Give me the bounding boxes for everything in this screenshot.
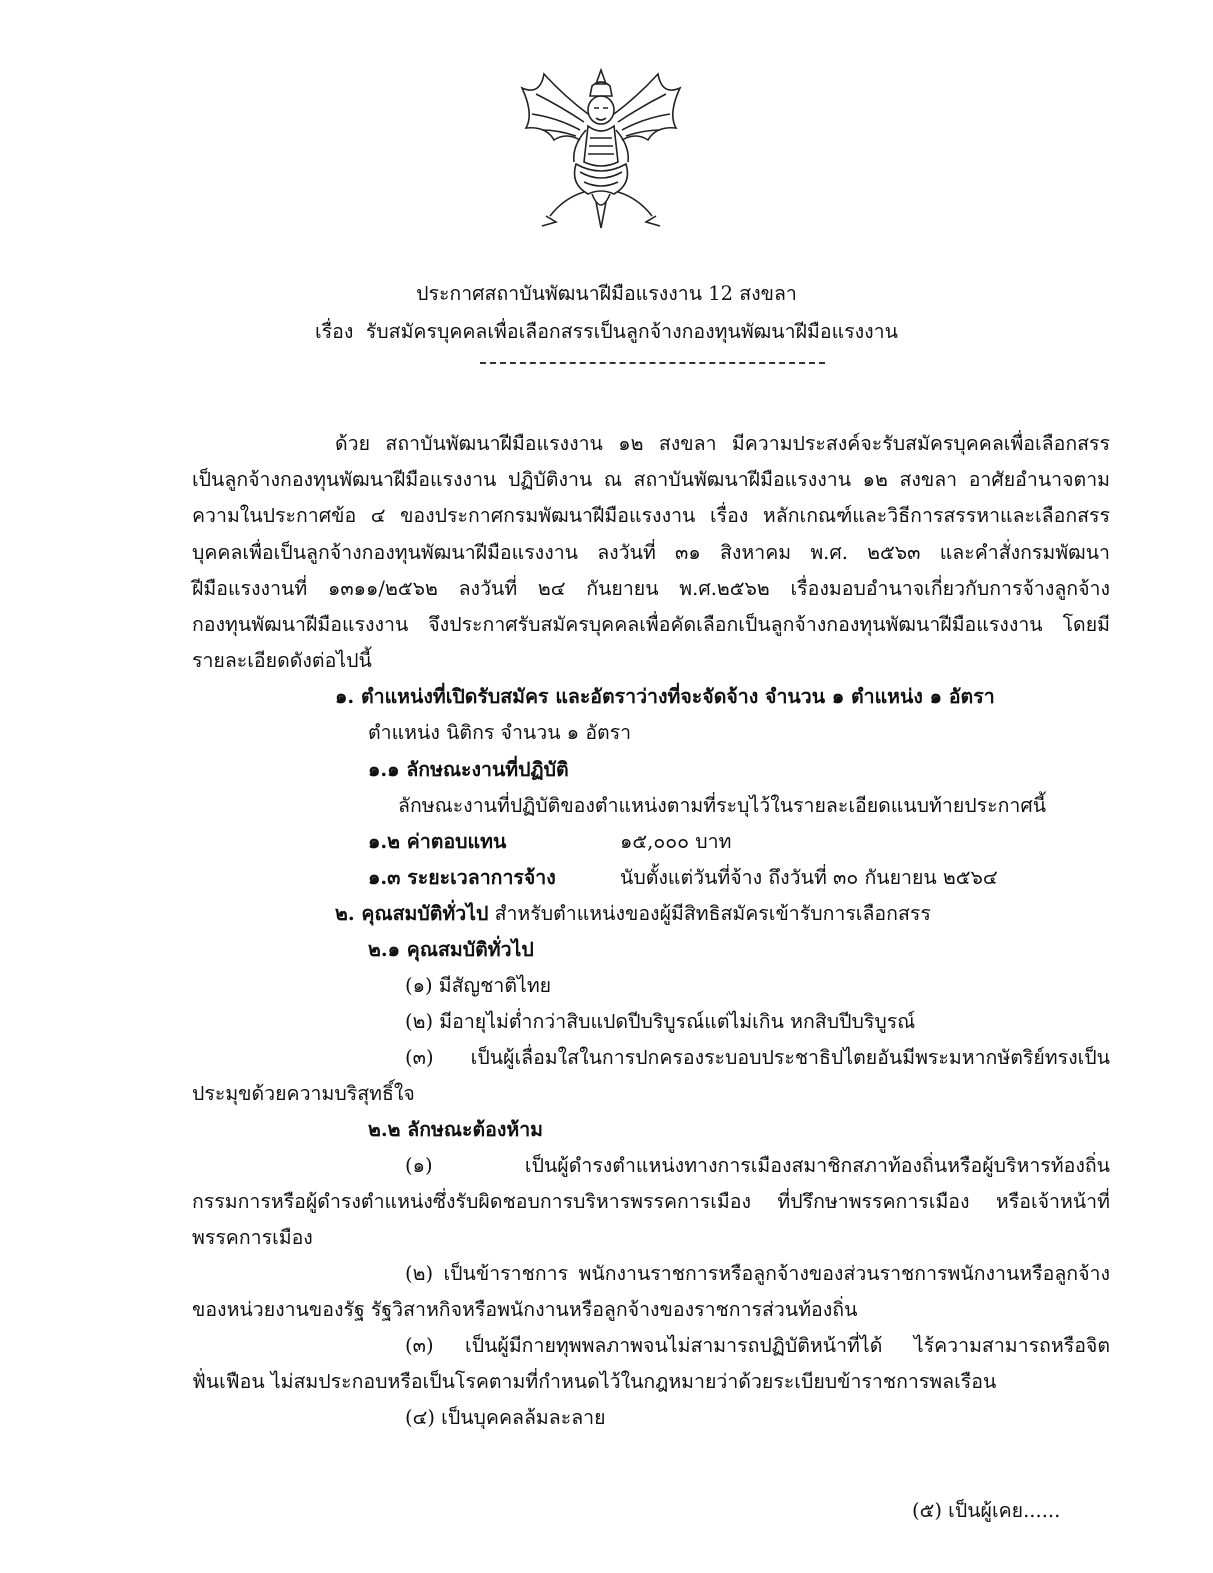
- section-2-heading-rest: สำหรับตำแหน่งของผู้มีสิทธิสมัครเข้ารับการเลือกสรร: [494, 902, 931, 925]
- section-2-heading: ๒. คุณสมบัติทั่วไป: [335, 902, 489, 925]
- section-2-1-item-1: (๑) มีสัญชาติไทย: [405, 974, 552, 997]
- section-2-2-line-2: กรรมการหรือผู้ดำรงตำแหน่งซึ่งรับผิดชอบการบริหารพรรคการเมือง ที่ปรึกษาพรรคการเมือง หรือเจ้าหน้าที่: [192, 1190, 1110, 1213]
- section-2-1-item-3: (๓) เป็นผู้เลื่อมใสในการปกครองระบอบประชาธิปไตยอันมีพระมหากษัตริย์ทรงเป็น: [405, 1046, 1110, 1069]
- section-2-1-item-3-cont: ประมุขด้วยความบริสุทธิ์ใจ: [192, 1082, 415, 1105]
- section-1-position: ตำแหน่ง นิติกร จำนวน ๑ อัตรา: [368, 721, 632, 744]
- section-2-1-heading: ๒.๑ คุณสมบัติทั่วไป: [368, 938, 534, 961]
- intro-line-2: เป็นลูกจ้างกองทุนพัฒนาฝีมือแรงงาน ปฏิบัติงาน ณ สถาบันพัฒนาฝีมือแรงงาน ๑๒ สงขลา อาศัยอำนาจตาม: [192, 468, 1110, 491]
- section-1-2-heading: ๑.๒ ค่าตอบแทน: [368, 830, 507, 853]
- title-separator: [480, 362, 825, 364]
- section-2-2-line-7: ฟั่นเฟือน ไม่สมประกอบหรือเป็นโรคตามที่กำหนดไว้ในกฎหมายว่าด้วยระเบียบข้าราชการพลเรือน: [192, 1370, 997, 1393]
- section-2-2-line-3: พรรคการเมือง: [192, 1226, 313, 1249]
- section-2-2-line-8: (๔) เป็นบุคคลล้มละลาย: [405, 1406, 606, 1429]
- section-1-heading: ๑. ตำแหน่งที่เปิดรับสมัคร และอัตราว่างที่จะจัดจ้าง จำนวน ๑ ตำแหน่ง ๑ อัตรา: [335, 685, 995, 708]
- intro-line-6: กองทุนพัฒนาฝีมือแรงงาน จึงประกาศรับสมัครบุคคลเพื่อคัดเลือกเป็นลูกจ้างกองทุนพัฒนาฝีมือแรงงาน โดยมี: [192, 613, 1110, 636]
- section-2-heading-line: [335, 898, 931, 929]
- page-continuation: (๕) เป็นผู้เคย......: [912, 1499, 1061, 1522]
- section-2-2-heading: ๒.๒ ลักษณะต้องห้าม: [368, 1118, 544, 1141]
- announcement-subject: [0, 316, 1213, 347]
- announcement-title: ประกาศสถาบันพัฒนาฝีมือแรงงาน 12 สงขลา: [416, 282, 797, 305]
- section-2-2-line-1: (๑) เป็นผู้ดำรงตำแหน่งทางการเมืองสมาชิกสภาท้องถิ่นหรือผู้บริหารท้องถิ่น: [405, 1154, 1110, 1177]
- intro-line-1: ด้วย สถาบันพัฒนาฝีมือแรงงาน ๑๒ สงขลา มีความประสงค์จะรับสมัครบุคคลเพื่อเลือกสรร: [335, 432, 1110, 455]
- intro-line-3: ความในประกาศข้อ ๔ ของประกาศกรมพัฒนาฝีมือแรงงาน เรื่อง หลักเกณฑ์และวิธีการสรรหาและเลือกสรร: [192, 504, 1110, 527]
- section-2-1-item-2: (๒) มีอายุไม่ต่ำกว่าสิบแปดปีบริบูรณ์แต่ไม่เกิน หกสิบปีบริบูรณ์: [405, 1010, 916, 1033]
- section-2-2-line-4: (๒) เป็นข้าราชการ พนักงานราชการหรือลูกจ้างของส่วนราชการพนักงานหรือลูกจ้าง: [405, 1262, 1110, 1285]
- section-1-2-value: ๑๕,๐๐๐ บาท: [620, 830, 732, 853]
- section-2-2-line-5: ของหน่วยงานของรัฐ รัฐวิสาหกิจหรือพนักงานหรือลูกจ้างของราชการส่วนท้องถิ่น: [192, 1298, 858, 1321]
- intro-line-7: รายละเอียดดังต่อไปนี้: [192, 649, 372, 672]
- section-1-3-heading: ๑.๓ ระยะเวลาการจ้าง: [368, 866, 556, 889]
- section-2-2-line-6: (๓) เป็นผู้มีกายทุพพลภาพจนไม่สามารถปฏิบัติหน้าที่ได้ ไร้ความสามารถหรือจิต: [405, 1334, 1110, 1357]
- intro-line-4: บุคคลเพื่อเป็นลูกจ้างกองทุนพัฒนาฝีมือแรงงาน ลงวันที่ ๓๑ สิงหาคม พ.ศ. ๒๕๖๓ และคำสั่งกรมพัฒนา: [192, 541, 1110, 564]
- intro-line-5: ฝีมือแรงงานที่ ๑๓๑๑/๒๕๖๒ ลงวันที่ ๒๔ กันยายน พ.ศ.๒๕๖๒ เรื่องมอบอำนาจเกี่ยวกับการจ้างลูกจ้าง: [192, 577, 1110, 600]
- garuda-emblem-icon: [514, 66, 689, 232]
- section-1-1-heading: ๑.๑ ลักษณะงานที่ปฏิบัติ: [368, 758, 569, 781]
- subject-text: รับสมัครบุคคลเพื่อเลือกสรรเป็นลูกจ้างกองทุนพัฒนาฝีมือแรงงาน: [365, 320, 898, 343]
- section-1-3-value: นับตั้งแต่วันที่จ้าง ถึงวันที่ ๓๐ กันยายน ๒๕๖๔: [620, 866, 998, 889]
- subject-label: เรื่อง: [315, 320, 354, 343]
- section-1-1-text: ลักษณะงานที่ปฏิบัติของตำแหน่งตามที่ระบุไว้ในรายละเอียดแนบท้ายประกาศนี้: [398, 794, 1047, 817]
